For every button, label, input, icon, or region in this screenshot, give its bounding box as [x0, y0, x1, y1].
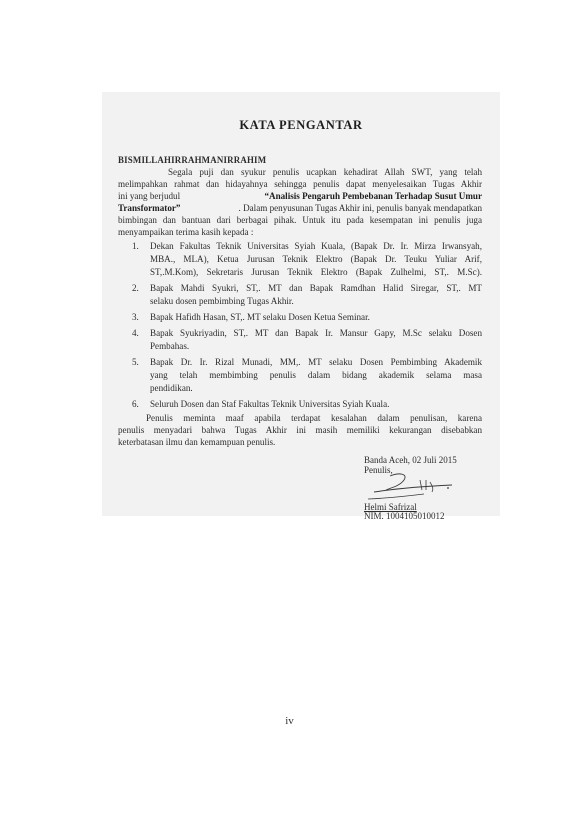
- paragraph-1-line-3: [118, 190, 482, 202]
- list-number: 6.: [132, 399, 139, 409]
- paragraph-2-line-2: penulis menyadari bahwa Tugas Akhir ini masih memiliki kekurangan disebabkan: [118, 425, 482, 435]
- author-nim: NIM. 1004105010012: [364, 511, 445, 521]
- list-number: 5.: [132, 357, 139, 367]
- list-item-line: Bapak Mahdi Syukri, ST,. MT dan Bapak Ramdhan Halid Siregar, ST,. MT: [150, 283, 482, 293]
- scanned-page-image: [102, 92, 500, 521]
- page-number: iv: [285, 715, 294, 727]
- list-item-line: ST,.M.Kom), Sekretaris Jurusan Teknik Elektro (Bapak Zulhelmi, ST,. M.Sc).: [150, 267, 482, 277]
- paragraph-1-line-2: melimpahkan rahmat dan hidayahnya sehingga penulis dapat menyelesaikan Tugas Akhir: [118, 179, 482, 189]
- list-item-line: Bapak Syukriyadin, ST,. MT dan Bapak Ir. Mansur Gapy, M.Sc selaku Dosen: [150, 328, 482, 338]
- list-item-line: selaku dosen pembimbing Tugas Akhir.: [150, 296, 294, 306]
- list-item-line: Pembahas.: [150, 341, 190, 351]
- signature-place-date: Banda Aceh, 02 Juli 2015: [364, 455, 457, 465]
- list-number: 4.: [132, 328, 139, 338]
- thesis-title-part-1: “Analisis Pengaruh Pembebanan Terhadap Susut Umur: [264, 191, 482, 201]
- list-item-line: pendidikan.: [150, 383, 193, 393]
- signature-label: Penulis,: [364, 465, 393, 475]
- paragraph-1-text: . Dalam penyusunan Tugas Akhir ini, penulis banyak mendapatkan: [238, 203, 482, 213]
- opening-line: BISMILLAHIRRAHMANIRRAHIM: [118, 155, 267, 165]
- paragraph-2-line-1: Penulis meminta maaf apabila terdapat kesalahan dalam penulisan, karena: [146, 413, 482, 423]
- list-item-line: Bapak Dr. Ir. Rizal Munadi, MM,. MT selaku Dosen Pembimbing Akademik: [150, 357, 482, 367]
- author-name: Helmi Safrizal: [364, 502, 417, 512]
- paragraph-1-line-4: [118, 202, 482, 214]
- paragraph-1-line-6: menyampaikan terima kasih kepada :: [118, 227, 254, 237]
- page-title: KATA PENGANTAR: [239, 118, 363, 132]
- list-item-line: Dekan Fakultas Teknik Universitas Syiah Kuala, (Bapak Dr. Ir. Mirza Irwansyah,: [150, 241, 482, 251]
- paragraph-1-line-1: Segala puji dan syukur penulis ucapkan kehadirat Allah SWT, yang telah: [168, 167, 482, 177]
- list-number: 1.: [132, 241, 139, 251]
- list-item-line: yang telah membimbing penulis dalam bidang akademik selama masa: [150, 370, 482, 380]
- list-item-line: Seluruh Dosen dan Staf Fakultas Teknik Universitas Syiah Kuala.: [150, 399, 390, 409]
- paragraph-1-text: ini yang berjudul: [118, 191, 181, 201]
- thesis-title-part-2: Transformator”: [118, 203, 181, 213]
- list-number: 2.: [132, 283, 139, 293]
- handwritten-signature: [360, 468, 460, 504]
- list-item-line: Bapak Hafidh Hasan, ST,. MT selaku Dosen Ketua Seminar.: [150, 312, 370, 322]
- list-item-line: MBA., MLA), Ketua Jurusan Teknik Elektro (Bapak Dr. Teuku Yuliar Arif,: [150, 254, 482, 264]
- list-number: 3.: [132, 312, 139, 322]
- paragraph-2-line-3: keterbatasan ilmu dan kemampuan penulis.: [118, 437, 276, 447]
- paragraph-1-line-5: bimbingan dan bantuan dari berbagai pihak. Untuk itu pada kesempatan ini penulis juga: [118, 215, 482, 225]
